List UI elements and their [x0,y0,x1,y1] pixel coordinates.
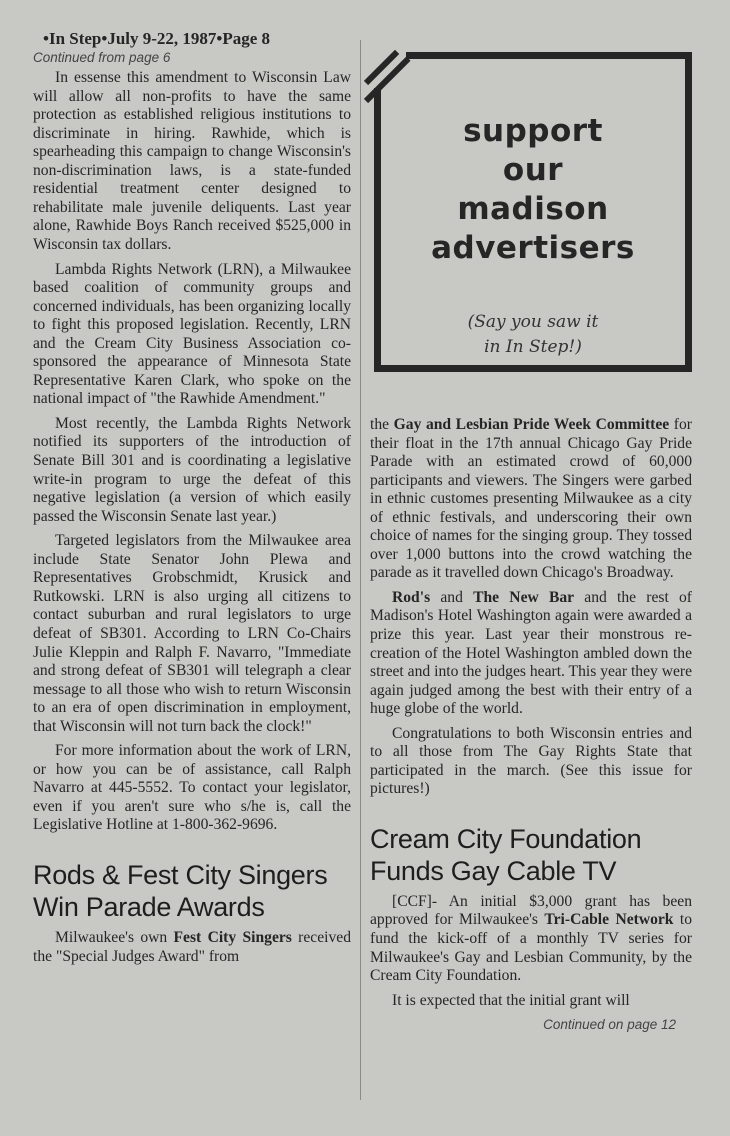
paragraph [370,589,692,719]
text: [CCF]- An initial $3,000 grant has been approved for Milwaukee's [370,892,692,929]
left-column [33,30,351,972]
paragraph: It is expected that the initial grant will [392,991,630,1009]
ad-line: our [502,152,564,188]
text: and the rest of Madison's Hotel Washington again were awarded a prize this year. Last year their monstrous re-creation of the Hotel Washington ambled down the street and into the judges heart. This year they were again judged among the best with their entry of a huge globe of the world. [370,588,692,718]
paragraph: Lambda Rights Network (LRN), a Milwaukee based coalition of community groups and concerned individuals, has been organizing locally to fight this proposed legislation. Recently, LRN and the Cream City Business Association co-sponsored the appearance of Minnesota State Representative Karen Clark, who spoke on the national impact of "the Rawhide Amendment." [33,260,351,408]
bold-text: Gay and Lesbian Pride Week Committee [393,416,670,433]
right-column [370,416,692,1035]
paragraph [370,416,692,583]
column-divider [360,40,361,1100]
paragraph: For more information about the work of LRN, or how you can be of assistance, call Ralph Navarro at 445-5552. To contact your legislator, even if you aren't sure who s/he is, call the Legislative Hotline at 1-800-362-9696. [33,742,351,834]
bold-text: Tri-Cable Network [544,911,674,929]
ad-line: advertisers [431,230,635,266]
text: for their float in the 17th annual Chicago Gay Pride Parade with an estimated crowd of 60,000 participants and viewers. The Singers were garbed in ethnic customes presenting Milwaukee as a city of ethnic festivals, and underscoring their own choice of names for the singing group. They tossed over 1,000 buttons into the crowd watching the parade as it travelled down Chicago's Broadway. [370,416,692,582]
headline-line: Cream City Foundation [370,823,642,854]
paragraph: Targeted legislators from the Milwaukee area include State Senator John Plewa and Representatives Grobschmidt, Krusick and Rutkowski. LRN is also urging all citizens to contact suburban and rural legislators to urge defeat of SB301. According to LRN Co-Chairs Julie Kleppin and Ralph F. Navarro, "Immediate and strong defeat of SB301 will telegraph a clear message to all those who wish to return Wisconsin to an era of open discrimination in employment, that Wisconsin will not turn back the clock!" [33,532,351,735]
ad-sub-line: (Say you saw it [467,312,599,332]
bold-text: Fest City Singers [173,928,292,946]
article-headline [370,823,692,887]
text: to fund the kick-off of a monthly TV series for Milwaukee's Gay and Lesbian Community, by the Cream City Foundation. [370,911,692,985]
paragraph: In essense this amendment to Wisconsin Law will allow all non-profits to have the same protection as established religious institutions to discriminate in hiring. Rawhide, which is spearheading this campaign to change Wisconsin's non-discrimination laws, is a state-funded residential treatment center designed to rehabilitate male juvenile deliquents. Last year alone, Rawhide Boys Ranch received $525,000 in Wisconsin tax dollars. [33,69,351,254]
ad-line: support [463,113,603,149]
article-headline [33,859,351,923]
text: Milwaukee's own [55,928,174,946]
continued-from: Continued from page 6 [33,49,171,65]
ad-subtext [374,310,692,360]
paragraph: Congratulations to both Wisconsin entries and to all those from The Gay Rights State that participated in the march. (See this issue for pictures!) [370,724,692,798]
masthead: •In Step•July 9-22, 1987•Page 8 [43,29,271,48]
text: the [370,416,394,433]
text: received the "Special Judges Award" from [33,928,351,965]
bold-text: The New Bar [473,588,575,606]
ad-headline [374,112,692,268]
paragraph: Most recently, the Lambda Rights Network notified its supporters of the introduction of Senate Bill 301 and is coordinating a legislative write-in program to urge the defeat of this negative legislation (a version of which easily passed the Wisconsin Senate last year.) [33,414,351,525]
headline-line: Funds Gay Cable TV [370,855,617,886]
paragraph [33,929,351,966]
bold-text: Rod's [392,588,431,606]
headline-line: Win Parade Awards [33,891,265,922]
ad-line: madison [457,191,609,227]
headline-line: Rods & Fest City Singers [33,859,328,890]
continued-on: Continued on page 12 [543,1017,676,1033]
text: and [430,588,474,606]
paragraph [370,893,692,986]
ad-sub-line: in In Step!) [484,337,582,357]
